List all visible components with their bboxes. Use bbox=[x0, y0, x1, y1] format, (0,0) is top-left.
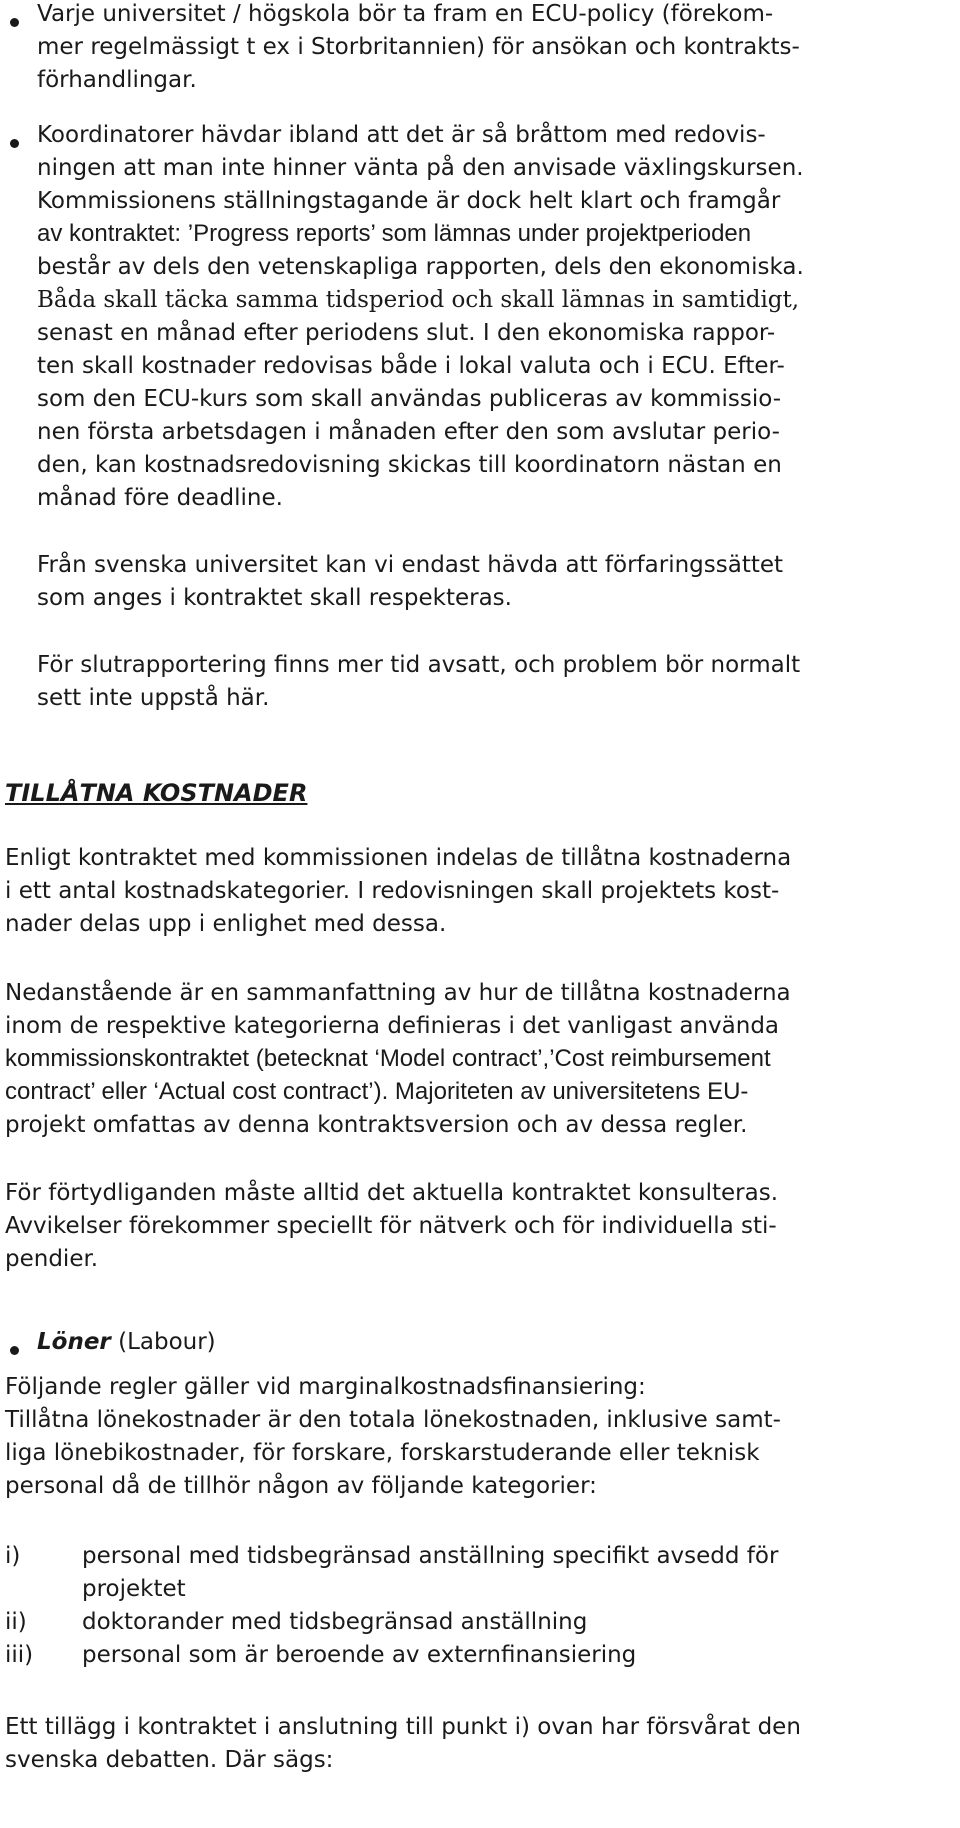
bullet-coordinators-line: den, kan kostnadsredovisning skickas till koordinatorn nästan en bbox=[37, 452, 782, 478]
category-text: projektet bbox=[82, 1576, 186, 1602]
paragraph-line: För förtydliganden måste alltid det aktuella kontraktet konsulteras. bbox=[5, 1180, 779, 1206]
paragraph-line: contract’ eller ‘Actual cost contract’). Majoriteten av universitetens EU- bbox=[5, 1078, 749, 1105]
bullet-marker bbox=[10, 1346, 19, 1355]
paragraph-line: För slutrapportering finns mer tid avsatt, och problem bör normalt bbox=[37, 652, 801, 678]
category-text: personal med tidsbegränsad anställning specifikt avsedd för bbox=[82, 1543, 779, 1569]
bullet-intro-line: förhandlingar. bbox=[37, 67, 197, 93]
paragraph-line: inom de respektive kategorierna definieras i det vanligast använda bbox=[5, 1013, 780, 1039]
paragraph-line: Tillåtna lönekostnader är den totala lönekostnaden, inklusive samt- bbox=[5, 1407, 781, 1433]
bullet-coordinators-line: består av dels den vetenskapliga rapporten, dels den ekonomiska. bbox=[37, 254, 804, 280]
paragraph-line: projekt omfattas av denna kontraktsversion och av dessa regler. bbox=[5, 1112, 748, 1138]
bullet-coordinators-line: nen första arbetsdagen i månaden efter den som avslutar perio- bbox=[37, 419, 780, 445]
bullet-coordinators-line: Båda skall täcka samma tidsperiod och skall lämnas in samtidigt, bbox=[37, 287, 800, 313]
paragraph-line: Ett tillägg i kontraktet i anslutning till punkt i) ovan har försvårat den bbox=[5, 1714, 801, 1740]
bullet-intro-line: mer regelmässigt t ex i Storbritannien) för ansökan och kontrakts- bbox=[37, 34, 800, 60]
section-heading: TILLÅTNA KOSTNADER bbox=[5, 779, 308, 807]
bullet-coordinators-line: ningen att man inte hinner vänta på den anvisade växlingskursen. bbox=[37, 155, 804, 181]
category-label: ii) bbox=[5, 1609, 27, 1635]
paragraph-line: som anges i kontraktet skall respekteras. bbox=[37, 585, 512, 611]
labour-heading bbox=[37, 1325, 216, 1359]
paragraph-line: kommissionskontraktet (betecknat ‘Model contract’,’Cost reimbursement bbox=[5, 1045, 771, 1072]
bullet-coordinators-line: Koordinatorer hävdar ibland att det är så bråttom med redovis- bbox=[37, 122, 766, 148]
bullet-coordinators-line: av kontraktet: ’Progress reports’ som lämnas under projektperioden bbox=[37, 220, 752, 247]
labour-suffix: (Labour) bbox=[110, 1329, 216, 1355]
category-label: iii) bbox=[5, 1642, 34, 1668]
paragraph-line: Från svenska universitet kan vi endast hävda att förfaringssättet bbox=[37, 552, 784, 578]
paragraph-line: Nedanstående är en sammanfattning av hur de tillåtna kostnaderna bbox=[5, 980, 791, 1006]
paragraph-line: liga lönebikostnader, för forskare, forskarstuderande eller teknisk bbox=[5, 1440, 760, 1466]
bullet-coordinators-line: Kommissionens ställningstagande är dock helt klart och framgår bbox=[37, 188, 781, 214]
paragraph-line: i ett antal kostnadskategorier. I redovisningen skall projektets kost- bbox=[5, 878, 780, 904]
bullet-marker bbox=[10, 18, 19, 27]
paragraph-line: nader delas upp i enlighet med dessa. bbox=[5, 911, 447, 937]
bullet-coordinators-line: som den ECU-kurs som skall användas publiceras av kommissio- bbox=[37, 386, 782, 412]
bullet-intro-line: Varje universitet / högskola bör ta fram en ECU-policy (förekom- bbox=[37, 1, 774, 27]
bullet-coordinators-line: ten skall kostnader redovisas både i lokal valuta och i ECU. Efter- bbox=[37, 353, 785, 379]
paragraph-line: sett inte uppstå här. bbox=[37, 685, 270, 711]
category-label: i) bbox=[5, 1543, 21, 1569]
category-text: personal som är beroende av externfinansiering bbox=[82, 1642, 637, 1668]
bullet-marker bbox=[10, 139, 19, 148]
paragraph-line: Följande regler gäller vid marginalkostnadsfinansiering: bbox=[5, 1374, 646, 1400]
paragraph-line: svenska debatten. Där sägs: bbox=[5, 1747, 334, 1773]
paragraph-line: pendier. bbox=[5, 1246, 99, 1272]
bullet-coordinators-line: senast en månad efter periodens slut. I den ekonomiska rappor- bbox=[37, 320, 776, 346]
paragraph-line: Avvikelser förekommer speciellt för nätverk och för individuella sti- bbox=[5, 1213, 777, 1239]
labour-title: Löner bbox=[37, 1329, 111, 1355]
category-text: doktorander med tidsbegränsad anställning bbox=[82, 1609, 588, 1635]
paragraph-line: Enligt kontraktet med kommissionen indelas de tillåtna kostnaderna bbox=[5, 845, 792, 871]
bullet-coordinators-line: månad före deadline. bbox=[37, 485, 283, 511]
paragraph-line: personal då de tillhör någon av följande kategorier: bbox=[5, 1473, 597, 1499]
